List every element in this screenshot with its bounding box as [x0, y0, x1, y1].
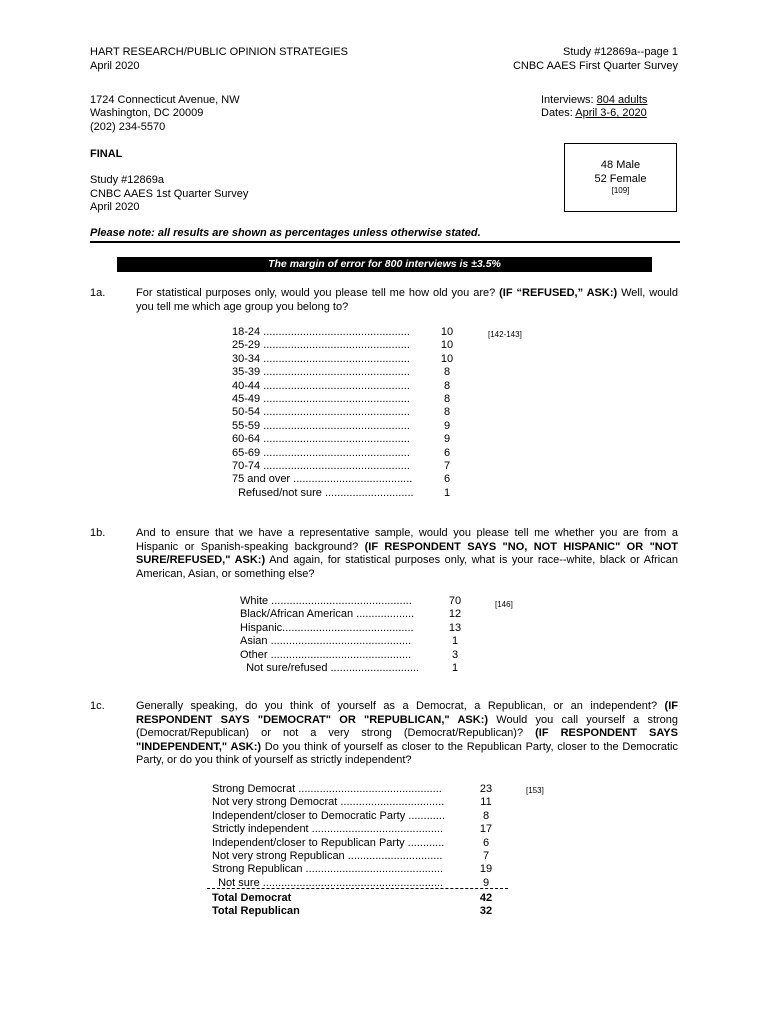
q1c-option-value: 9: [482, 876, 490, 889]
q1c-option-label: Strong Democrat ...............................................: [212, 783, 442, 795]
q1c-total-option-label: Total Democrat: [212, 892, 292, 904]
q1c-option-value: 11: [480, 796, 492, 809]
q1c-code: [153]: [526, 786, 544, 795]
q1c-total-option-value: 32: [479, 905, 493, 918]
q1c-text-a: Generally speaking, do you think of yourself as a Democrat, a Republican, or an independent?: [136, 700, 665, 712]
q1b-option-label: Hispanic...........................................: [240, 621, 414, 634]
q1a-option-value: 10: [440, 339, 454, 352]
totals-divider: [207, 888, 508, 889]
gender-female: 52 Female: [594, 172, 647, 185]
q1a-option-value: 6: [443, 446, 451, 459]
divider: [90, 241, 680, 243]
q1a-option-label: 25-29 ................................................: [232, 339, 410, 352]
final-label: FINAL: [90, 148, 123, 160]
q1a-option-value: 8: [443, 406, 451, 419]
q1c-option-label: Not very strong Republican ...............................: [212, 850, 443, 862]
q1b-code: [146]: [495, 600, 513, 609]
q1c-option-label: Independent/closer to Republican Party ............: [212, 836, 445, 849]
study-date: April 2020: [90, 201, 140, 213]
q1a-option-value: 8: [443, 393, 451, 405]
q1a-code: [142-143]: [488, 330, 522, 339]
q1b-text-start: And to ensure that we have a representative sample, would you please tell me whether you are from a Hispanic or Spanish-speaking background?: [136, 527, 678, 553]
q1a-option-value: 9: [443, 433, 451, 446]
q1b-text-bold: (IF RESPONDENT SAYS "NO, NOT HISPANIC" OR "NOT SURE/REFUSED," ASK:): [136, 540, 679, 566]
q1a-option-label: 50-54 ................................................: [232, 406, 410, 419]
study-number: Study #12869a: [90, 174, 165, 186]
q1b-option-label: Asian ..............................................: [240, 635, 412, 648]
q1c-option-value: 23: [479, 783, 493, 795]
q1c-option-value: 19: [479, 863, 493, 876]
q1a-option-value: 8: [443, 366, 451, 379]
q1c-text: [136, 700, 678, 768]
header-org: HART RESEARCH/PUBLIC OPINION STRATEGIES: [90, 46, 348, 58]
q1a-option-label: 70-74 ................................................: [232, 460, 410, 472]
q1c-option-value: 17: [479, 823, 493, 836]
q1b-option-value: 1: [451, 635, 459, 648]
q1a-text-start: For statistical purposes only, would you please tell me how old you are?: [136, 287, 500, 299]
interviews-label: Interviews:: [541, 94, 597, 106]
q1c-total-option-label: Total Republican: [212, 905, 300, 918]
q1b-option-label: Not sure/refused .............................: [240, 662, 420, 674]
study-survey: CNBC AAES 1st Quarter Survey: [90, 188, 249, 200]
q1c-option-label: Not sure ...........................................................: [212, 876, 444, 889]
q1c-text-e: Do you think of yourself as closer to the Republican Party, closer to the Democratic Party, or do you think of yourself as strictly independent?: [136, 740, 678, 766]
q1b-option-label: White ..............................................: [240, 595, 412, 607]
header-date: April 2020: [90, 60, 140, 72]
q1a-option-value: 1: [443, 486, 451, 499]
margin-banner: The margin of error for 800 interviews is ±3.5%: [117, 257, 652, 272]
q1c-text-b: (IF RESPONDENT SAYS "DEMOCRAT" OR "REPUBLICAN," ASK:): [136, 700, 678, 726]
q1a-option-value: 10: [440, 352, 454, 365]
q1a-text: [136, 287, 678, 314]
address-line2: Washington, DC 20009: [90, 107, 204, 119]
q1b-option-value: 3: [451, 648, 459, 661]
gender-box: [564, 143, 677, 212]
q1b-text-end: And again, for statistical purposes only, what is your race--white, black or African American, Asian, or something else?: [136, 554, 678, 580]
q1a-option-value: 7: [443, 460, 451, 472]
q1c-option-value: 7: [482, 850, 490, 862]
header-survey-name: CNBC AAES First Quarter Survey: [512, 60, 678, 72]
q1a-text-end: Well, would you tell me which age group you belong to?: [136, 287, 678, 313]
dates-line: [541, 107, 647, 121]
q1a-option-label: 35-39 ................................................: [232, 366, 410, 379]
q1c-option-label: Strictly independent ...........................................: [212, 823, 444, 836]
q1c-option-value: 8: [482, 809, 490, 822]
q1a-option-value: 8: [443, 379, 451, 392]
dates-value: April 3-6, 2020: [575, 107, 647, 119]
q1a-option-label: 45-49 ................................................: [232, 393, 410, 405]
q1c-number: 1c.: [90, 700, 105, 712]
q1c-option-value: 6: [482, 836, 490, 849]
q1a-option-label: 65-69 ................................................: [232, 446, 410, 459]
q1c-option-label: Strong Republican .............................................: [212, 863, 444, 876]
q1a-option-label: 18-24 ................................................: [232, 326, 410, 338]
dates-label: Dates:: [541, 107, 576, 119]
q1a-option-value: 6: [443, 473, 451, 486]
interviews-value: 804 adults: [596, 94, 648, 106]
q1a-number: 1a.: [90, 287, 106, 299]
q1a-text-bold: (IF “REFUSED,” ASK:): [499, 287, 618, 299]
q1b-option-label: Black/African American ...................: [240, 608, 415, 621]
q1a-option-label: 40-44 ................................................: [232, 379, 410, 392]
q1a-option-label: 75 and over .......................................: [232, 473, 413, 486]
q1a-option-label: 55-59 ................................................: [232, 419, 410, 432]
q1c-text-d: (IF RESPONDENT SAYS "INDEPENDENT," ASK:): [136, 727, 678, 753]
header-study-page: Study #12869a--page 1: [563, 46, 678, 58]
percent-note: Please note: all results are shown as percentages unless otherwise stated.: [90, 227, 481, 239]
q1b-number: 1b.: [90, 527, 106, 539]
q1c-text-c: Would you call yourself a strong (Democrat/Republican) or not a very strong (Democrat/Republican)?: [136, 713, 679, 739]
interviews-line: [541, 94, 647, 108]
q1a-option-label: Refused/not sure .............................: [232, 486, 414, 499]
q1a-option-label: 60-64 ................................................: [232, 433, 410, 446]
q1c-option-label: Not very strong Democrat ..................................: [212, 796, 445, 809]
q1a-option-value: 9: [443, 419, 451, 432]
q1a-option-label: 30-34 ................................................: [232, 352, 410, 365]
address-line1: 1724 Connecticut Avenue, NW: [90, 94, 240, 106]
q1c-total-option-value: 42: [479, 892, 493, 904]
phone: (202) 234-5570: [90, 121, 166, 133]
q1b-option-value: 70: [448, 595, 462, 607]
gender-male: 48 Male: [600, 159, 641, 171]
q1b-text: [136, 527, 678, 581]
q1c-option-label: Independent/closer to Democratic Party ............: [212, 809, 445, 822]
q1b-option-value: 13: [448, 621, 462, 634]
q1b-option-value: 1: [451, 662, 459, 674]
gender-code: [109]: [611, 186, 630, 195]
q1a-option-value: 10: [440, 326, 454, 338]
q1b-option-label: Other ..............................................: [240, 648, 412, 661]
q1b-option-value: 12: [448, 608, 462, 621]
